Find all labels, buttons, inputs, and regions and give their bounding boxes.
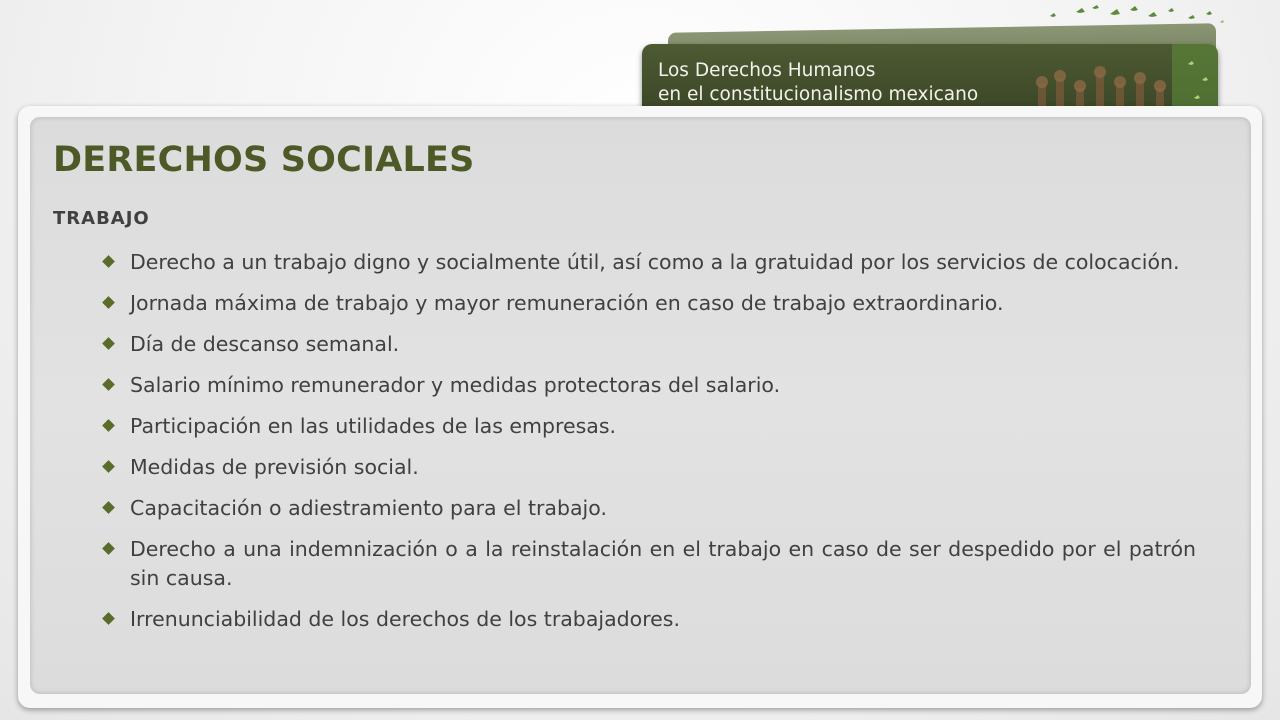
list-item-text: Jornada máxima de trabajo y mayor remuneración en caso de trabajo extraordinario. bbox=[130, 291, 1004, 315]
diamond-bullet-icon bbox=[102, 378, 115, 391]
list-item-text: Medidas de previsión social. bbox=[130, 455, 419, 479]
rights-list bbox=[102, 248, 1196, 646]
list-item-text: Día de descanso semanal. bbox=[130, 332, 400, 356]
diamond-bullet-icon bbox=[102, 612, 115, 625]
diamond-bullet-icon bbox=[102, 501, 115, 514]
banner-title-line-2: en el constitucionalismo mexicano bbox=[658, 84, 979, 105]
diamond-bullet-icon bbox=[102, 460, 115, 473]
list-item-text: Salario mínimo remunerador y medidas protectoras del salario. bbox=[130, 373, 781, 397]
diamond-bullet-icon bbox=[102, 419, 115, 432]
list-item-text: Derecho a un trabajo digno y socialmente útil, así como a la gratuidad por los servicios de colocación. bbox=[130, 250, 1180, 274]
list-item bbox=[102, 535, 1196, 593]
list-item-text: Derecho a una indemnización o a la reinstalación en el trabajo en caso de ser despedido por el patrón sin causa. bbox=[130, 537, 1196, 590]
diamond-bullet-icon bbox=[102, 337, 115, 350]
list-item bbox=[102, 289, 1196, 318]
list-item bbox=[102, 494, 1196, 523]
list-item bbox=[102, 330, 1196, 359]
list-item-text: Participación en las utilidades de las empresas. bbox=[130, 414, 617, 438]
list-item bbox=[102, 605, 1196, 634]
banner-title-line-1: Los Derechos Humanos bbox=[658, 60, 876, 81]
diamond-bullet-icon bbox=[102, 542, 115, 555]
list-item bbox=[102, 248, 1196, 277]
slide-title: DERECHOS SOCIALES bbox=[53, 140, 475, 180]
list-item-text: Irrenunciabilidad de los derechos de los trabajadores. bbox=[130, 607, 680, 631]
diamond-bullet-icon bbox=[102, 296, 115, 309]
section-heading: TRABAJO bbox=[53, 208, 150, 229]
banner-title bbox=[658, 59, 978, 107]
list-item bbox=[102, 453, 1196, 482]
list-item-text: Capacitación o adiestramiento para el trabajo. bbox=[130, 496, 607, 520]
diamond-bullet-icon bbox=[102, 255, 115, 268]
list-item bbox=[102, 371, 1196, 400]
list-item bbox=[102, 412, 1196, 441]
